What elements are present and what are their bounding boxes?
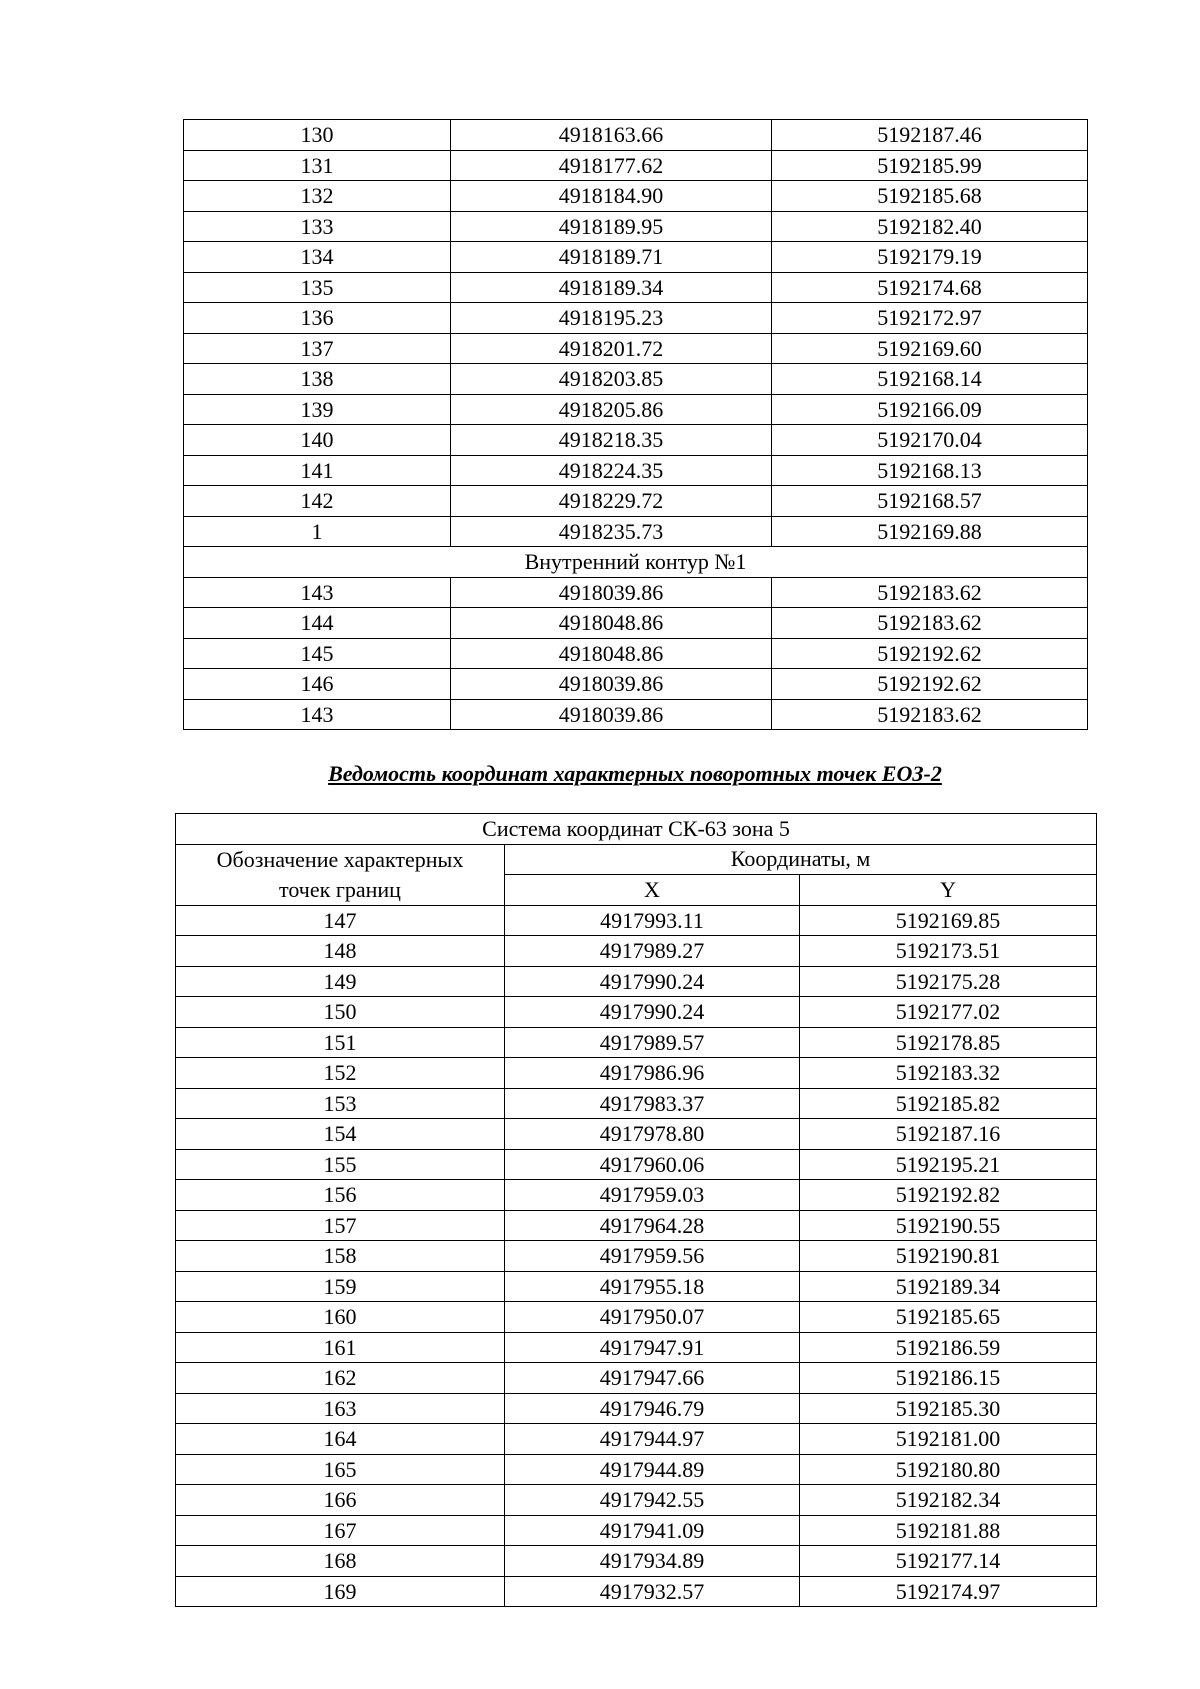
table-row: [184, 699, 1088, 730]
y-coordinate-cell: 5192168.14: [772, 364, 1088, 395]
point-number-cell: 168: [176, 1546, 505, 1577]
y-coordinate-cell: 5192192.62: [772, 669, 1088, 700]
point-number-cell: 134: [184, 242, 451, 273]
x-coordinate-cell: 4918203.85: [451, 364, 772, 395]
y-coordinate-cell: 5192180.80: [800, 1454, 1097, 1485]
eoz2-rows: [176, 905, 1097, 1607]
x-coordinate-cell: 4917989.57: [505, 1027, 800, 1058]
y-column-header: Y: [800, 875, 1097, 906]
y-coordinate-cell: 5192177.14: [800, 1546, 1097, 1577]
table-row: [176, 1515, 1097, 1546]
x-coordinate-cell: 4918163.66: [451, 120, 772, 151]
y-coordinate-cell: 5192178.85: [800, 1027, 1097, 1058]
table-row: [176, 1302, 1097, 1333]
x-coordinate-cell: 4917942.55: [505, 1485, 800, 1516]
point-number-cell: 166: [176, 1485, 505, 1516]
table-row: [184, 608, 1088, 639]
point-number-cell: 145: [184, 638, 451, 669]
x-coordinate-cell: 4917983.37: [505, 1088, 800, 1119]
y-coordinate-cell: 5192185.82: [800, 1088, 1097, 1119]
point-number-cell: 144: [184, 608, 451, 639]
y-coordinate-cell: 5192185.65: [800, 1302, 1097, 1333]
table-row: [176, 997, 1097, 1028]
point-number-cell: 165: [176, 1454, 505, 1485]
x-coordinate-cell: 4917941.09: [505, 1515, 800, 1546]
x-coordinate-cell: 4917955.18: [505, 1271, 800, 1302]
y-coordinate-cell: 5192192.82: [800, 1180, 1097, 1211]
point-number-cell: 149: [176, 966, 505, 997]
y-coordinate-cell: 5192190.81: [800, 1241, 1097, 1272]
table-row: [184, 333, 1088, 364]
x-coordinate-cell: 4918205.86: [451, 394, 772, 425]
point-number-cell: 153: [176, 1088, 505, 1119]
point-number-cell: 146: [184, 669, 451, 700]
point-number-cell: 160: [176, 1302, 505, 1333]
table-row: [184, 364, 1088, 395]
table-row: [176, 1180, 1097, 1211]
x-coordinate-cell: 4917947.91: [505, 1332, 800, 1363]
x-coordinate-cell: 4918184.90: [451, 181, 772, 212]
x-coordinate-cell: 4917934.89: [505, 1546, 800, 1577]
point-number-cell: 141: [184, 455, 451, 486]
x-coordinate-cell: 4918224.35: [451, 455, 772, 486]
x-coordinate-cell: 4917990.24: [505, 966, 800, 997]
x-coordinate-cell: 4918048.86: [451, 608, 772, 639]
point-number-cell: 1: [184, 516, 451, 547]
table-row: [176, 1149, 1097, 1180]
x-coordinate-cell: 4917990.24: [505, 997, 800, 1028]
y-coordinate-cell: 5192183.62: [772, 699, 1088, 730]
y-coordinate-cell: 5192169.88: [772, 516, 1088, 547]
point-designation-header-line1: Обозначение характерных: [216, 846, 464, 872]
point-number-cell: 139: [184, 394, 451, 425]
table-row: [176, 1241, 1097, 1272]
y-coordinate-cell: 5192195.21: [800, 1149, 1097, 1180]
table-row: [176, 1332, 1097, 1363]
point-number-cell: 137: [184, 333, 451, 364]
point-number-cell: 163: [176, 1393, 505, 1424]
table-row: [176, 1454, 1097, 1485]
table-row: [176, 1027, 1097, 1058]
table-row: [184, 242, 1088, 273]
table-row: [184, 150, 1088, 181]
point-number-cell: 138: [184, 364, 451, 395]
point-number-cell: 131: [184, 150, 451, 181]
y-coordinate-cell: 5192185.68: [772, 181, 1088, 212]
y-coordinate-cell: 5192175.28: [800, 966, 1097, 997]
table-row: [184, 303, 1088, 334]
x-coordinate-cell: 4918218.35: [451, 425, 772, 456]
y-coordinate-cell: 5192172.97: [772, 303, 1088, 334]
point-number-cell: 161: [176, 1332, 505, 1363]
x-coordinate-cell: 4918189.34: [451, 272, 772, 303]
column-header-row: [176, 844, 1097, 875]
table-row: [176, 966, 1097, 997]
x-coordinate-cell: 4917960.06: [505, 1149, 800, 1180]
coordinate-system-label: Система координат СК-63 зона 5: [176, 814, 1097, 845]
y-coordinate-cell: 5192185.99: [772, 150, 1088, 181]
point-number-cell: 142: [184, 486, 451, 517]
table-row: [184, 181, 1088, 212]
x-coordinate-cell: 4917950.07: [505, 1302, 800, 1333]
point-number-cell: 140: [184, 425, 451, 456]
x-coordinate-cell: 4918048.86: [451, 638, 772, 669]
y-coordinate-cell: 5192186.59: [800, 1332, 1097, 1363]
y-coordinate-cell: 5192187.46: [772, 120, 1088, 151]
y-coordinate-cell: 5192186.15: [800, 1363, 1097, 1394]
point-number-cell: 169: [176, 1576, 505, 1607]
point-number-cell: 156: [176, 1180, 505, 1211]
x-coordinate-cell: 4918039.86: [451, 577, 772, 608]
y-coordinate-cell: 5192170.04: [772, 425, 1088, 456]
x-coordinate-cell: 4917989.27: [505, 936, 800, 967]
document-heading: Ведомость координат характерных поворотных точек ЕОЗ-2: [328, 761, 942, 786]
table-row: [184, 516, 1088, 547]
inner-contour-label: Внутренний контур №1: [184, 547, 1088, 578]
y-coordinate-cell: 5192181.00: [800, 1424, 1097, 1455]
table-row: [184, 486, 1088, 517]
table-row: [176, 1576, 1097, 1607]
table-row: [176, 1271, 1097, 1302]
y-coordinate-cell: 5192183.32: [800, 1058, 1097, 1089]
point-number-cell: 147: [176, 905, 505, 936]
table-row: [184, 272, 1088, 303]
coordinates-header: Координаты, м: [505, 844, 1097, 875]
x-coordinate-cell: 4917946.79: [505, 1393, 800, 1424]
point-number-cell: 164: [176, 1424, 505, 1455]
table-row: [176, 905, 1097, 936]
point-number-cell: 162: [176, 1363, 505, 1394]
table-row: [176, 936, 1097, 967]
y-coordinate-cell: 5192183.62: [772, 577, 1088, 608]
x-coordinate-cell: 4917993.11: [505, 905, 800, 936]
x-coordinate-cell: 4918039.86: [451, 669, 772, 700]
y-coordinate-cell: 5192169.85: [800, 905, 1097, 936]
y-coordinate-cell: 5192190.55: [800, 1210, 1097, 1241]
table-row: [184, 425, 1088, 456]
table-row: [176, 1088, 1097, 1119]
table-row: [176, 1119, 1097, 1150]
table-row: [184, 394, 1088, 425]
x-column-header: X: [505, 875, 800, 906]
y-coordinate-cell: 5192168.57: [772, 486, 1088, 517]
x-coordinate-cell: 4917944.97: [505, 1424, 800, 1455]
x-coordinate-cell: 4918039.86: [451, 699, 772, 730]
x-coordinate-cell: 4918201.72: [451, 333, 772, 364]
point-number-cell: 130: [184, 120, 451, 151]
x-coordinate-cell: 4917964.28: [505, 1210, 800, 1241]
table-row: [176, 1363, 1097, 1394]
point-number-cell: 155: [176, 1149, 505, 1180]
point-number-cell: 150: [176, 997, 505, 1028]
y-coordinate-cell: 5192174.68: [772, 272, 1088, 303]
inner-contour-separator-row: [184, 547, 1088, 578]
main-contour-rows: [184, 120, 1088, 547]
x-coordinate-cell: 4917959.56: [505, 1241, 800, 1272]
y-coordinate-cell: 5192166.09: [772, 394, 1088, 425]
x-coordinate-cell: 4918235.73: [451, 516, 772, 547]
x-coordinate-cell: 4917978.80: [505, 1119, 800, 1150]
y-coordinate-cell: 5192179.19: [772, 242, 1088, 273]
point-number-cell: 159: [176, 1271, 505, 1302]
y-coordinate-cell: 5192168.13: [772, 455, 1088, 486]
point-number-cell: 151: [176, 1027, 505, 1058]
y-coordinate-cell: 5192183.62: [772, 608, 1088, 639]
point-number-cell: 157: [176, 1210, 505, 1241]
point-number-cell: 132: [184, 181, 451, 212]
x-coordinate-cell: 4918189.95: [451, 211, 772, 242]
table-row: [176, 1424, 1097, 1455]
point-number-cell: 133: [184, 211, 451, 242]
x-coordinate-cell: 4917932.57: [505, 1576, 800, 1607]
table-row: [176, 1546, 1097, 1577]
table-row: [184, 638, 1088, 669]
table-row: [184, 120, 1088, 151]
table-row: [176, 1210, 1097, 1241]
x-coordinate-cell: 4918189.71: [451, 242, 772, 273]
table-row: [184, 455, 1088, 486]
x-coordinate-cell: 4918177.62: [451, 150, 772, 181]
x-coordinate-cell: 4918195.23: [451, 303, 772, 334]
eoz2-coordinates-table: [175, 813, 1097, 1607]
point-number-cell: 136: [184, 303, 451, 334]
x-coordinate-cell: 4917944.89: [505, 1454, 800, 1485]
point-number-cell: 143: [184, 699, 451, 730]
x-coordinate-cell: 4918229.72: [451, 486, 772, 517]
point-number-cell: 148: [176, 936, 505, 967]
x-coordinate-cell: 4917959.03: [505, 1180, 800, 1211]
table-row: [184, 669, 1088, 700]
y-coordinate-cell: 5192177.02: [800, 997, 1097, 1028]
coordinate-system-row: [176, 814, 1097, 845]
table-row: [184, 211, 1088, 242]
y-coordinate-cell: 5192174.97: [800, 1576, 1097, 1607]
boundary-coordinates-table: [183, 119, 1088, 730]
table-row: [176, 1393, 1097, 1424]
table-row: [184, 577, 1088, 608]
point-number-cell: 154: [176, 1119, 505, 1150]
point-number-cell: 143: [184, 577, 451, 608]
y-coordinate-cell: 5192192.62: [772, 638, 1088, 669]
point-number-cell: 135: [184, 272, 451, 303]
x-coordinate-cell: 4917986.96: [505, 1058, 800, 1089]
point-number-cell: 167: [176, 1515, 505, 1546]
y-coordinate-cell: 5192181.88: [800, 1515, 1097, 1546]
point-designation-header: [176, 844, 505, 905]
y-coordinate-cell: 5192182.34: [800, 1485, 1097, 1516]
table-row: [176, 1058, 1097, 1089]
y-coordinate-cell: 5192189.34: [800, 1271, 1097, 1302]
table-row: [176, 1485, 1097, 1516]
y-coordinate-cell: 5192182.40: [772, 211, 1088, 242]
point-number-cell: 152: [176, 1058, 505, 1089]
x-coordinate-cell: 4917947.66: [505, 1363, 800, 1394]
y-coordinate-cell: 5192185.30: [800, 1393, 1097, 1424]
point-designation-header-line2: точек границ: [279, 876, 401, 902]
y-coordinate-cell: 5192169.60: [772, 333, 1088, 364]
y-coordinate-cell: 5192173.51: [800, 936, 1097, 967]
y-coordinate-cell: 5192187.16: [800, 1119, 1097, 1150]
point-number-cell: 158: [176, 1241, 505, 1272]
inner-contour-rows: [184, 577, 1088, 730]
